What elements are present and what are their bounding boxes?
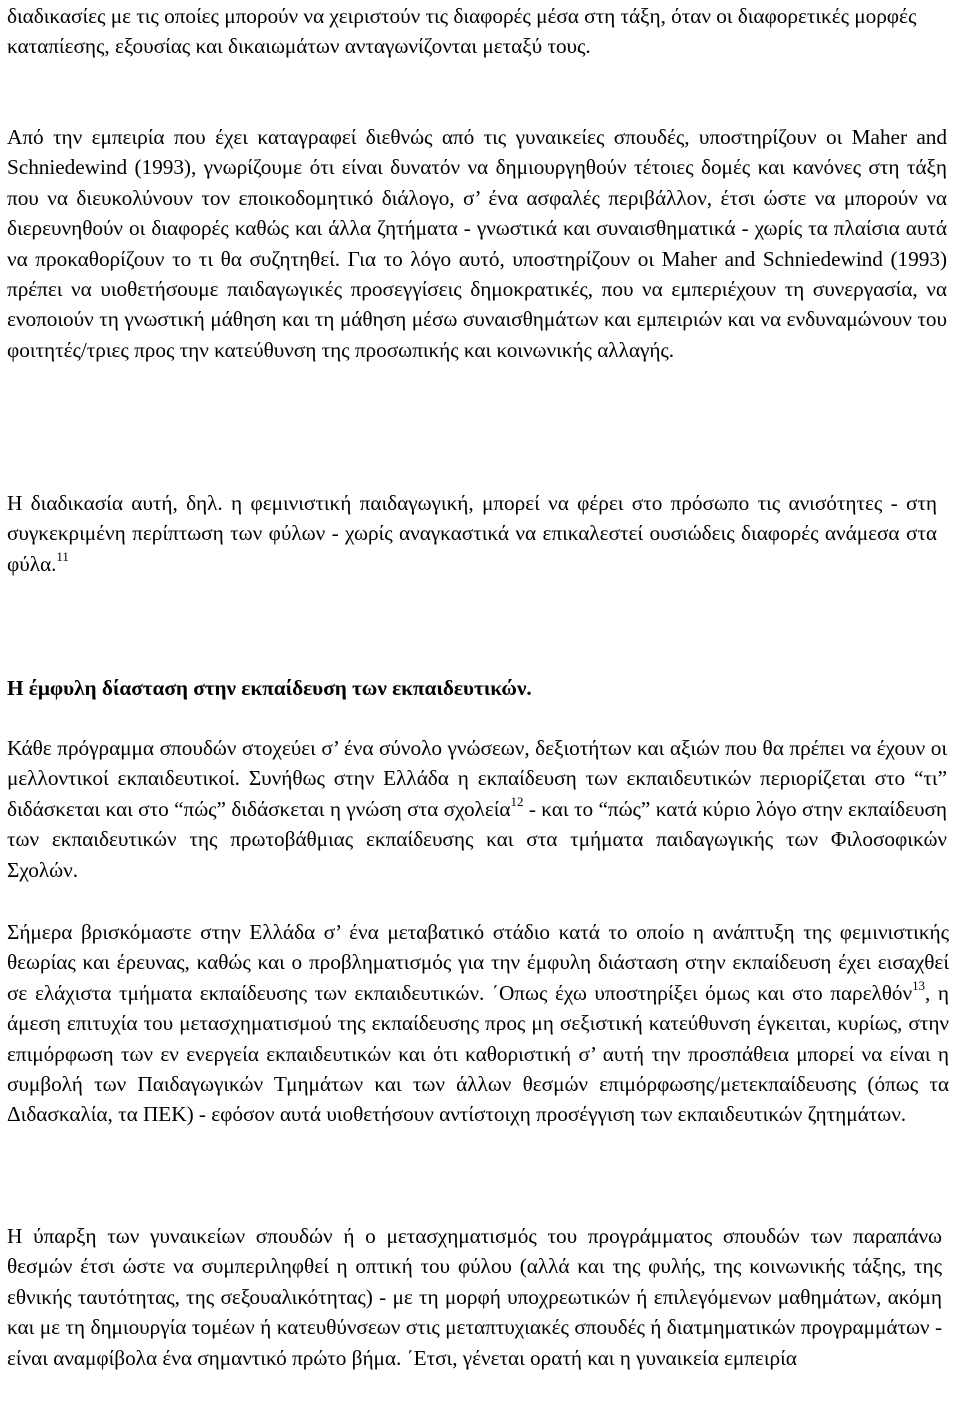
footnote-ref-11: 11	[56, 548, 69, 564]
paragraph-5-text-b: , η άμεση επιτυχία του μετασχηματισμού της εκπαίδευσης προς μη σεξιστική κατεύθυνση έγκειται, κυρίως, στην επιμόρφωση των εν ενεργεία εκπαιδευτικών και ότι καθοριστική σ’ αυτή την προσπάθεια μπορεί να είναι η συμβολή των Παιδαγωγικών Τμημάτων και των άλλων θεσμών επιμόρφωσης/μετεκπαίδευσης (όπως τα Διδασκαλία, τα ΠΕΚ) - εφόσον αυτά υιοθετήσουν αντίστοιχη προσέγγιση των εκπαιδευτικών ζητημάτων.	[7, 980, 949, 1127]
paragraph-1: διαδικασίες με τις οποίες μπορούν να χειριστούν τις διαφορές μέσα στη τάξη, όταν οι διαφορετικές μορφές καταπίεσης, εξουσίας και δικαιωμάτων ανταγωνίζονται μεταξύ τους.	[7, 4, 917, 59]
paragraph-4-text-a: Κάθε πρόγραμμα σπουδών στοχεύει σ’ ένα σύνολο γνώσεων, δεξιοτήτων και αξιών που θα πρέπει να έχουν οι μελλοντικοί εκπαιδευτικοί. Συνήθως στην Ελλάδα η εκπαίδευση των εκπαιδευτικών περιορίζεται στο “τι” διδάσκεται και στο “πώς” διδάσκεται η γνώση στα σχολεία	[7, 736, 947, 821]
paragraph-4	[7, 733, 947, 885]
footnote-ref-13: 13	[912, 977, 925, 993]
paragraph-3-text: Η διαδικασία αυτή, δηλ. η φεμινιστική παιδαγωγική, μπορεί να φέρει στο πρόσωπο τις ανισότητες - στη συγκεκριμένη περίπτωση των φύλων - χωρίς αναγκαστικά να επικαλεστεί ουσιώδεις διαφορές ανάμεσα στα φύλα.	[7, 491, 937, 576]
paragraph-3	[7, 488, 937, 579]
footnote-ref-12: 12	[510, 793, 524, 809]
paragraph-5-text-a: Σήμερα βρισκόμαστε στην Ελλάδα σ’ ένα μεταβατικό στάδιο κατά το οποίο η ανάπτυξη της φεμινιστικής θεωρίας και έρευνας, καθώς και ο προβληματισμός για την έμφυλη διάσταση στην εκπαίδευση έχει εισαχθεί σε ελάχιστα τμήματα εκπαίδευσης των εκπαιδευτικών. ΄Οπως έχω υποστηρίξει όμως και στο παρελθόν	[7, 920, 949, 1005]
paragraph-6: Η ύπαρξη των γυναικείων σπουδών ή ο μετασχηματισμός του προγράμματος σπουδών των παραπάνω θεσμών έτσι ώστε να συμπεριληφθεί η οπτική του φύλου (αλλά και της φυλής, της κοινωνικής τάξης, της εθνικής ταυτότητας, της σεξουαλικότητας) - με τη μορφή υποχρεωτικών ή επιλεγόμενων μαθημάτων, ακόμη και με τη δημιουργία τομέων ή κατευθύνσεων στις μεταπτυχιακές σπουδές ή διατμηματικών προγραμμάτων - είναι αναμφίβολα ένα σημαντικό πρώτο βήμα. ΄Ετσι, γένεται ορατή και η γυναικεία εμπειρία	[7, 1224, 942, 1370]
paragraph-2: Από την εμπειρία που έχει καταγραφεί διεθνώς από τις γυναικείες σπουδές, υποστηρίζουν οι Maher and Schniedewind (1993), γνωρίζουμε ότι είναι δυνατόν να δημιουργηθούν τέτοιες δομές και κανόνες στη τάξη που να διευκολύνουν τον εποικοδομητικό διάλογο, σ’ ένα ασφαλές περιβάλλον, έτσι ώστε να μπορούν να διερευνηθούν οι διαφορές καθώς και άλλα ζητήματα - γνωστικά και συναισθηματικά - χωρίς τα πλαίσια αυτά να προκαθορίζουν το τι θα συζητηθεί. Για το λόγο αυτό, υποστηρίζουν οι Maher and Schniedewind (1993) πρέπει να υιοθετήσουμε παιδαγωγικές προσεγγίσεις δημοκρατικές, που να εμπεριέχουν τη συνεργασία, να ενοποιούν τη γνωστική μάθηση και τη μάθηση μέσω συναισθημάτων και εμπειριών και να ενδυναμώνουν του φοιτητές/τριες προς την κατεύθυνση της προσωπικής και κοινωνικής αλλαγής.	[7, 125, 947, 362]
section-heading: Η έμφυλη δίασταση στην εκπαίδευση των εκπαιδευτικών.	[7, 676, 532, 700]
paragraph-4-text-b: - και το “πώς” κατά κύριο λόγο στην εκπαίδευση των εκπαιδευτικών της πρωτοβάθμιας εκπαίδευσης και στα τμήματα παιδαγωγικής των Φιλοσοφικών Σχολών.	[7, 796, 947, 882]
paragraph-5	[7, 917, 949, 1130]
